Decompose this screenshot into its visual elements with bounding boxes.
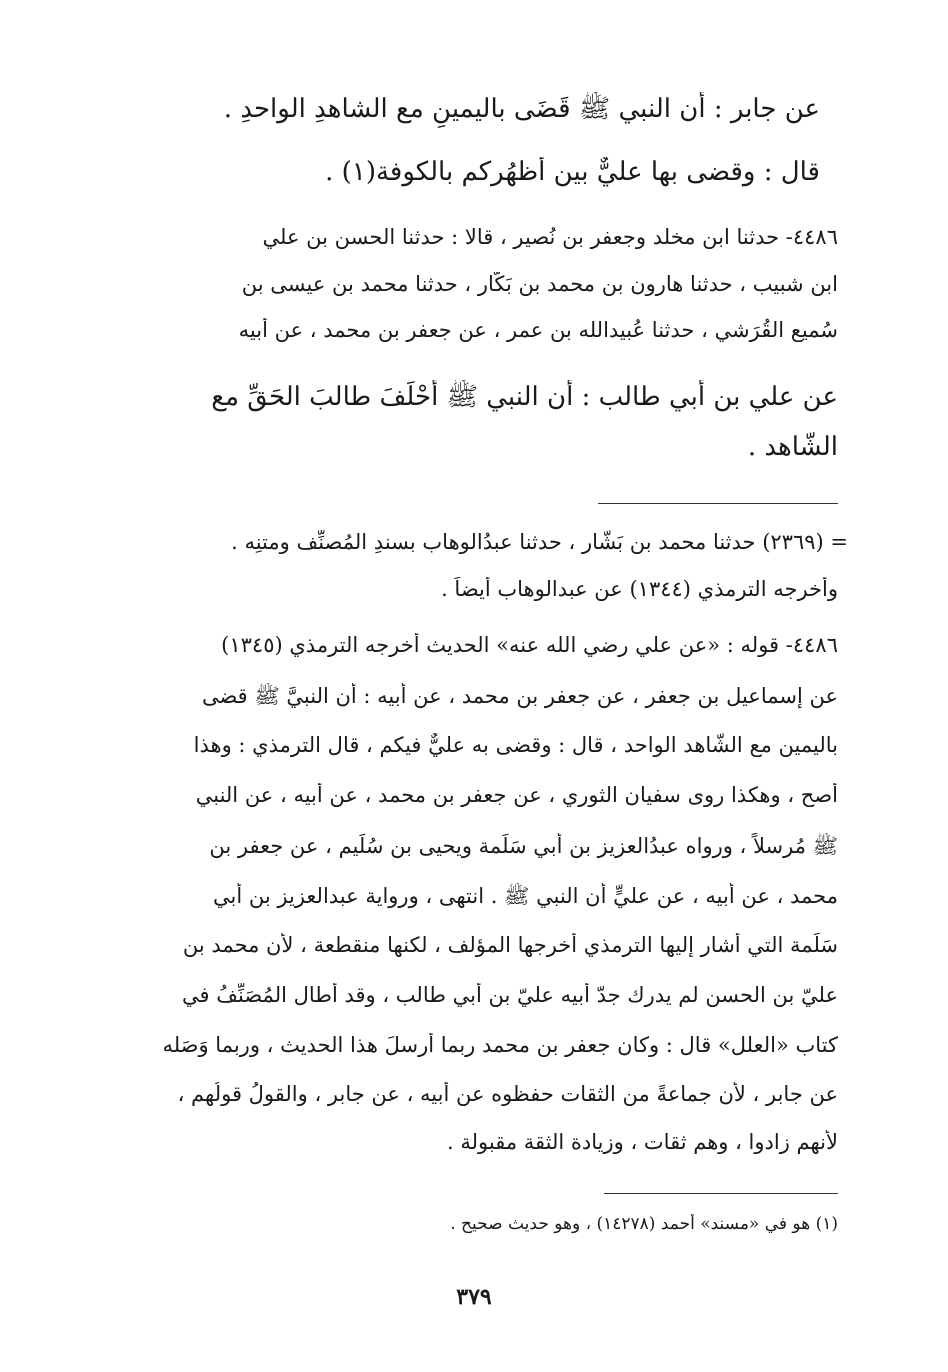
commentary-line-7: ﷺ مُرسلاً ، ورواه عبدُالعزيز بن أبي سَلَمة ويحيى بن سُلَيم ، عن جعفر بن <box>209 834 838 858</box>
commentary-line-10: عليّ بن الحسن لم يدرك جدّ أبيه عليّ بن أبي طالب ، وقد أطال المُصَنِّفُ في <box>182 983 838 1007</box>
commentary-line-2: وأخرجه الترمذي (١٣٤٤) عن عبدالوهاب أيضاً . <box>441 577 838 601</box>
main-line-7: الشّاهد . <box>747 432 838 462</box>
commentary-line-4: عن إسماعيل بن جعفر ، عن جعفر بن محمد ، عن أبيه : أن النبيَّ ﷺ قضى <box>201 684 838 708</box>
commentary-line-12: عن جابر ، لأن جماعةً من الثقات حفظوه عن أبيه ، عن جابر ، والقولُ قولُهم ، <box>177 1082 838 1106</box>
main-line-1: عن جابر : أن النبي ﷺ قَضَى باليمينِ مع الشاهدِ الواحدِ . <box>223 94 820 124</box>
commentary-line-11: كتاب «العلل» قال : وكان جعفر بن محمد ربما أرسلَ هذا الحديث ، وربما وَصَله <box>162 1033 838 1057</box>
commentary-line-9: سَلَمة التي أشار إليها الترمذي أخرجها المؤلف ، لكنها منقطعة ، لأن محمد بن <box>182 933 838 957</box>
commentary-line-5: باليمين مع الشّاهد الواحد ، قال : وقضى به عليٌّ فيكم ، قال الترمذي : وهذا <box>193 733 838 757</box>
commentary-line-8: محمد ، عن أبيه ، عن عليٍّ أن النبي ﷺ . انتهى ، ورواية عبدالعزيز بن أبي <box>213 884 838 908</box>
main-line-2: قال : وقضى بها عليٌّ بين أظهُرِكم بالكوفة(١) . <box>325 157 820 187</box>
main-line-4: ابن شبيب ، حدثنا هارون بن محمد بن بَكّار ، حدثنا محمد بن عيسى بن <box>241 272 838 296</box>
main-line-3: ٤٤٨٦- حدثنا ابن مخلد وجعفر بن نُصير ، قالا : حدثنا الحسن بن علي <box>262 225 838 249</box>
footnote-block <box>200 0 838 1260</box>
commentary-line-3: ٤٤٨٦- قوله : «عن علي رضي الله عنه» الحديث أخرجه الترمذي (١٣٤٥) <box>221 633 838 657</box>
commentary-line-6: أصح ، وهكذا روى سفيان الثوري ، عن جعفر بن محمد ، عن أبيه ، عن النبي <box>195 783 838 807</box>
commentary-line-1: = (٢٣٦٩) حدثنا محمد بن بَشّار ، حدثنا عبدُالوهاب بسندِ المُصنِّف ومتنِه . <box>231 530 848 554</box>
commentary-line-13: لأنهم زادوا ، وهم ثقات ، وزيادة الثقة مقبولة . <box>447 1130 838 1154</box>
footnote-line: (١) هو في «مسند» أحمد (١٤٢٧٨) ، وهو حديث صحيح . <box>450 1214 838 1234</box>
main-line-5: سُميع القُرَشي ، حدثنا عُبيدالله بن عمر ، عن جعفر بن محمد ، عن أبيه <box>238 318 838 342</box>
main-line-6: عن علي بن أبي طالب : أن النبي ﷺ أحْلَفَ طالبَ الحَقِّ مع <box>211 382 838 412</box>
page-number: ٣٧٩ <box>456 1284 492 1310</box>
